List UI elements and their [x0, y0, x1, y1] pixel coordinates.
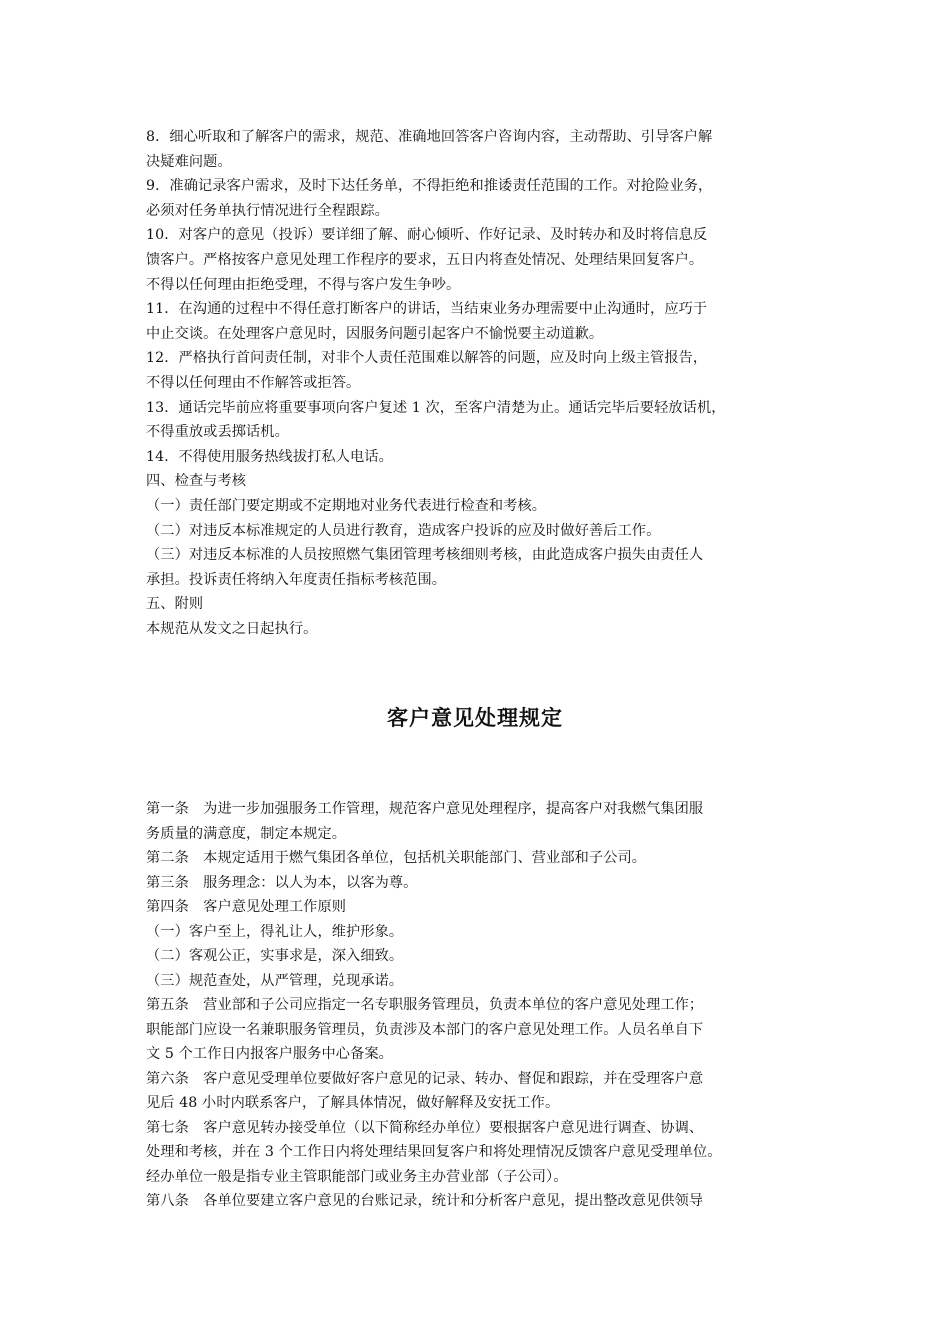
- text-line: 见后 48 小时内联系客户，了解具体情况，做好解释及安抚工作。: [146, 1095, 560, 1111]
- text-line: （二）客观公正，实事求是，深入细致。: [146, 948, 404, 964]
- text-line: 第三条 服务理念：以人为本，以客为尊。: [146, 874, 418, 891]
- text-line: 9．准确记录客户需求，及时下达任务单，不得拒绝和推诿责任范围的工作。对抢险业务，: [146, 178, 713, 195]
- text-line: 第一条 为进一步加强服务工作管理，规范客户意见处理程序，提高客户对我燃气集团服: [146, 801, 704, 817]
- text-line: 第二条 本规定适用于燃气集团各单位，包括机关职能部门、营业部和子公司。: [146, 850, 647, 866]
- text-line: （一）责任部门要定期或不定期地对业务代表进行检查和考核。: [146, 497, 547, 514]
- text-line: 13．通话完毕前应将重要事项向客户复述 1 次，至客户清楚为止。通话完毕后要轻放话机，: [146, 399, 726, 416]
- text-line: （一）客户至上，得礼让人，维护形象。: [146, 923, 404, 940]
- text-line: 第六条 客户意见受理单位要做好客户意见的记录、转办、督促和跟踪，并在受理客户意: [146, 1070, 704, 1087]
- text-line: 12．严格执行首问责任制，对非个人责任范围难以解答的问题，应及时向上级主管报告，: [146, 350, 708, 367]
- complaint-rules-section: [146, 797, 818, 1214]
- text-line: 不得以任何理由不作解答或拒答。: [146, 374, 361, 391]
- text-line: 第五条 营业部和子公司应指定一名专职服务管理员，负责本单位的客户意见处理工作；: [146, 997, 704, 1013]
- text-line: 必须对任务单执行情况进行全程跟踪。: [146, 202, 389, 219]
- text-line: （三）对违反本标准的人员按照燃气集团管理考核细则考核，由此造成客户损失由责任人: [146, 547, 704, 564]
- document-title: 客户意见处理规定: [387, 706, 563, 730]
- text-line: 文 5 个工作日内报客户服务中心备案。: [146, 1046, 393, 1062]
- text-line: 不得以任何理由拒绝受理，不得与客户发生争吵。: [146, 276, 461, 293]
- text-line: 经办单位一般是指专业主管职能部门或业务主办营业部（子公司）。: [146, 1168, 568, 1185]
- text-line: 不得重放或丢掷话机。: [146, 424, 289, 441]
- text-line: 10．对客户的意见（投诉）要详细了解、耐心倾听、作好记录、及时转办和及时将信息反: [146, 227, 708, 244]
- section-heading: 四、检查与考核: [146, 473, 247, 490]
- text-line: 14．不得使用服务热线拔打私人电话。: [146, 448, 393, 465]
- text-line: 第四条 客户意见处理工作原则: [146, 899, 347, 915]
- text-line: 馈客户。严格按客户意见处理工作程序的要求，五日内将查处情况、处理结果回复客户。: [146, 251, 704, 268]
- text-line: 本规范从发文之日起执行。: [146, 620, 318, 637]
- text-line: 务质量的满意度，制定本规定。: [146, 825, 347, 842]
- text-line: 决疑难问题。: [146, 153, 232, 170]
- text-line: （三）规范查处，从严管理，兑现承诺。: [146, 972, 404, 989]
- text-line: 8．细心听取和了解客户的需求，规范、准确地回答客户咨询内容，主动帮助、引导客户解: [146, 129, 713, 145]
- text-line: 承担。投诉责任将纳入年度责任指标考核范围。: [146, 571, 447, 588]
- text-line: 中止交谈。在处理客户意见时，因服务问题引起客户不愉悦要主动道歉。: [146, 325, 604, 342]
- text-line: 第八条 各单位要建立客户意见的台账记录，统计和分析客户意见，提出整改意见供领导: [146, 1193, 704, 1209]
- service-rules-section: [146, 125, 818, 641]
- text-line: 职能部门应设一名兼职服务管理员，负责涉及本部门的客户意见处理工作。人员名单自下: [146, 1021, 704, 1038]
- text-line: （二）对违反本标准规定的人员进行教育，造成客户投诉的应及时做好善后工作。: [146, 522, 661, 539]
- section-heading: 五、附则: [146, 596, 204, 613]
- text-line: 11．在沟通的过程中不得任意打断客户的讲话，当结束业务办理需要中止沟通时，应巧于: [146, 301, 708, 318]
- text-line: 第七条 客户意见转办接受单位（以下简称经办单位）要根据客户意见进行调查、协调、: [146, 1119, 704, 1136]
- text-line: 处理和考核，并在 3 个工作日内将处理结果回复客户和将处理情况反馈客户意见受理单位。: [146, 1144, 722, 1160]
